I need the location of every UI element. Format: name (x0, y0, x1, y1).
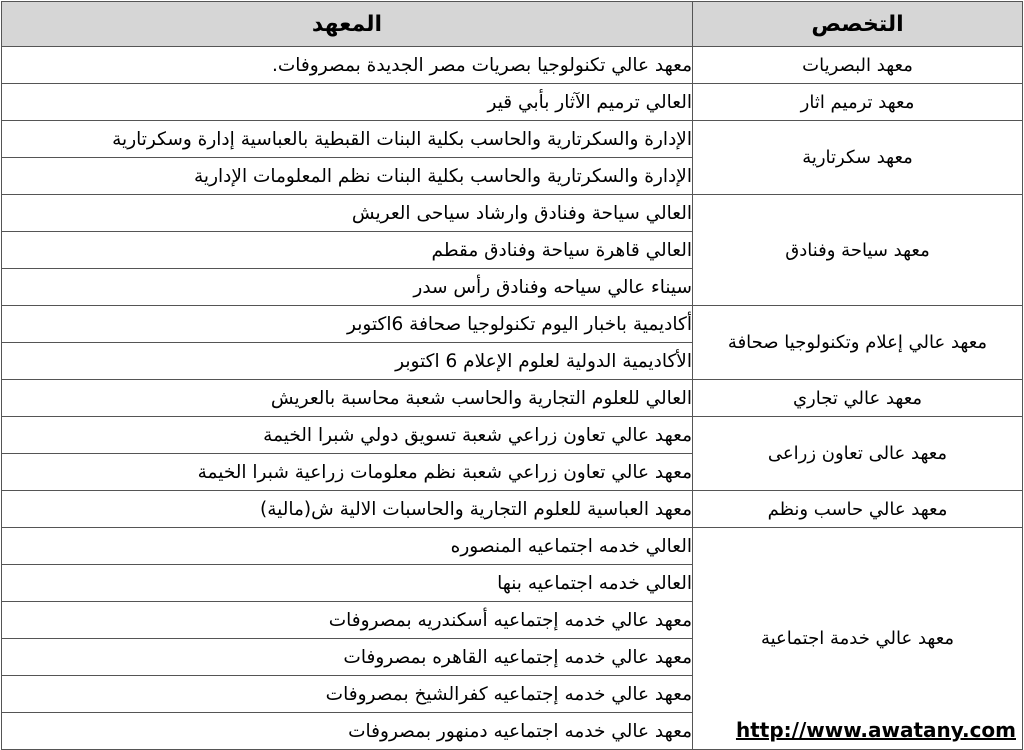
institute-cell: معهد عالي تعاون زراعي شعبة نظم معلومات زراعية شبرا الخيمة (2, 454, 693, 491)
institute-cell: العالي خدمه اجتماعيه بنها (2, 565, 693, 602)
table-row (2, 417, 1023, 454)
table-row (2, 47, 1023, 84)
watermark-url: http://www.awatany.com (735, 718, 1016, 742)
institute-cell: العالي ترميم الآثار بأبي قير (2, 84, 693, 121)
specialty-cell: معهد عالي إعلام وتكنولوجيا صحافة (693, 306, 1023, 380)
table-row (2, 84, 1023, 121)
institutes-table (1, 1, 1023, 750)
institute-cell: معهد عالي خدمه إجتماعيه كفرالشيخ بمصروفات (2, 676, 693, 713)
specialty-cell: معهد سكرتارية (693, 121, 1023, 195)
institute-cell: معهد عالي خدمه إجتماعيه أسكندريه بمصروفات (2, 602, 693, 639)
table-row (2, 528, 1023, 565)
institute-cell: العالي قاهرة سياحة وفنادق مقطم (2, 232, 693, 269)
table-body (2, 47, 1023, 750)
specialty-cell: معهد سياحة وفنادق (693, 195, 1023, 306)
table-row (2, 491, 1023, 528)
specialty-cell: معهد عالي خدمة اجتماعية (693, 528, 1023, 750)
table-row (2, 380, 1023, 417)
specialty-cell: معهد ترميم اثار (693, 84, 1023, 121)
table-row (2, 195, 1023, 232)
table-row (2, 306, 1023, 343)
institute-cell: أكاديمية باخبار اليوم تكنولوجيا صحافة 6اكتوبر (2, 306, 693, 343)
specialty-cell: معهد عالي حاسب ونظم (693, 491, 1023, 528)
institute-cell: الإدارة والسكرتارية والحاسب بكلية البنات القبطية بالعباسية إدارة وسكرتارية (2, 121, 693, 158)
header-row (2, 2, 1023, 47)
specialty-cell: معهد عالى تعاون زراعى (693, 417, 1023, 491)
institute-cell: معهد عالي خدمه إجتماعيه القاهره بمصروفات (2, 639, 693, 676)
institute-cell: العالي خدمه اجتماعيه المنصوره (2, 528, 693, 565)
institute-cell: العالي للعلوم التجارية والحاسب شعبة محاسبة بالعريش (2, 380, 693, 417)
table-row (2, 121, 1023, 158)
institute-cell: معهد العباسية للعلوم التجارية والحاسبات الالية ش(مالية) (2, 491, 693, 528)
institute-cell: سيناء عالي سياحه وفنادق رأس سدر (2, 269, 693, 306)
institute-cell: معهد عالي خدمه اجتماعيه دمنهور بمصروفات (2, 713, 693, 750)
institute-cell: العالي سياحة وفنادق وارشاد سياحى العريش (2, 195, 693, 232)
specialty-column-header: التخصص (693, 2, 1023, 47)
institute-cell: الأكاديمية الدولية لعلوم الإعلام 6 اكتوبر (2, 343, 693, 380)
institute-cell: معهد عالي تكنولوجيا بصريات مصر الجديدة بمصروفات. (2, 47, 693, 84)
institute-cell: الإدارة والسكرتارية والحاسب بكلية البنات نظم المعلومات الإدارية (2, 158, 693, 195)
specialty-cell: معهد عالي تجاري (693, 380, 1023, 417)
institute-column-header: المعهد (2, 2, 693, 47)
specialty-cell: معهد البصريات (693, 47, 1023, 84)
institute-cell: معهد عالي تعاون زراعي شعبة تسويق دولي شبرا الخيمة (2, 417, 693, 454)
